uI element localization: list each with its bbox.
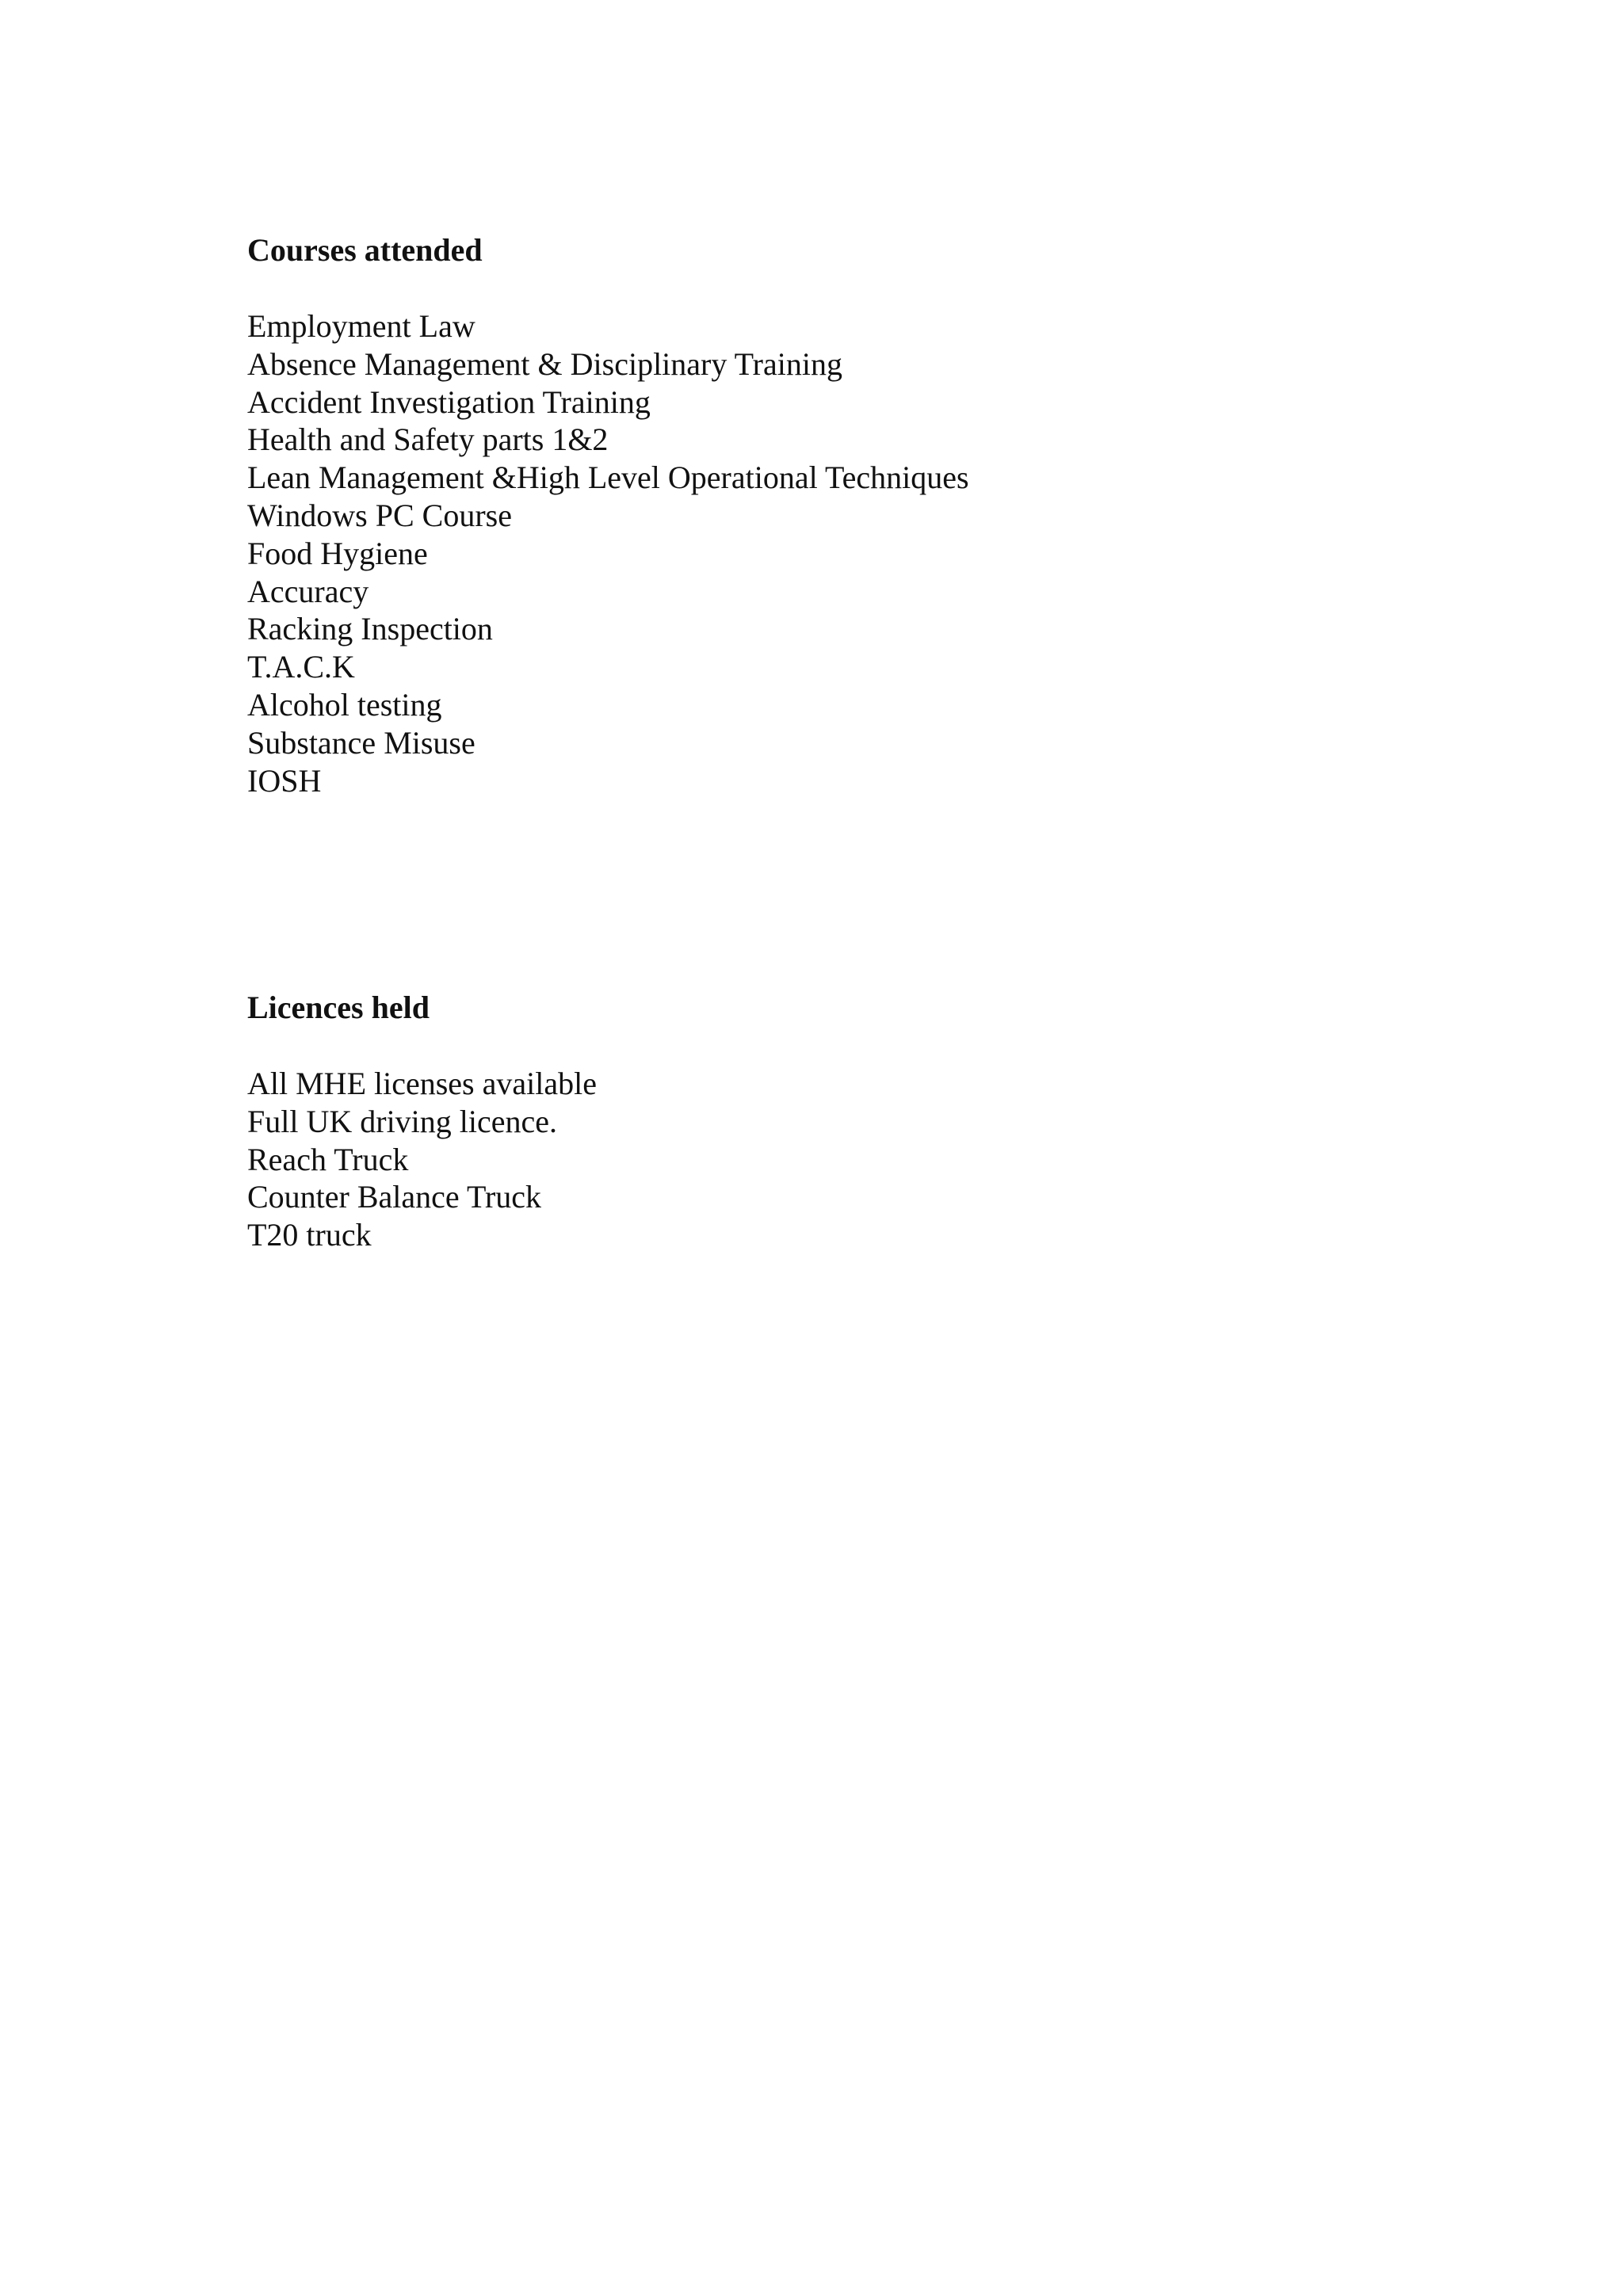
list-item: T20 truck	[247, 1217, 372, 1253]
list-item: Absence Management & Disciplinary Training	[247, 345, 842, 382]
list-item: Reach Truck	[247, 1141, 409, 1177]
list-item: Accident Investigation Training	[247, 383, 651, 420]
list-item: Full UK driving licence.	[247, 1103, 558, 1139]
licences-section	[247, 989, 1436, 1254]
list-item: T.A.C.K	[247, 649, 355, 685]
list-item: All MHE licenses available	[247, 1066, 597, 1101]
list-item: Racking Inspection	[247, 611, 493, 647]
courses-heading: Courses attended	[247, 232, 483, 268]
list-item: Alcohol testing	[247, 686, 442, 723]
licences-heading: Licences held	[247, 990, 430, 1025]
courses-list	[247, 307, 1436, 799]
list-item: Windows PC Course	[247, 497, 512, 533]
list-item: IOSH	[247, 762, 322, 799]
courses-section	[247, 231, 1436, 799]
list-item: Substance Misuse	[247, 724, 475, 761]
list-item: Counter Balance Truck	[247, 1179, 542, 1215]
list-item: Food Hygiene	[247, 535, 428, 571]
licences-list	[247, 1065, 1436, 1254]
list-item: Employment Law	[247, 308, 475, 344]
list-item: Lean Management &High Level Operational Techniques	[247, 460, 969, 496]
list-item: Accuracy	[247, 573, 369, 609]
list-item: Health and Safety parts 1&2	[247, 421, 609, 458]
